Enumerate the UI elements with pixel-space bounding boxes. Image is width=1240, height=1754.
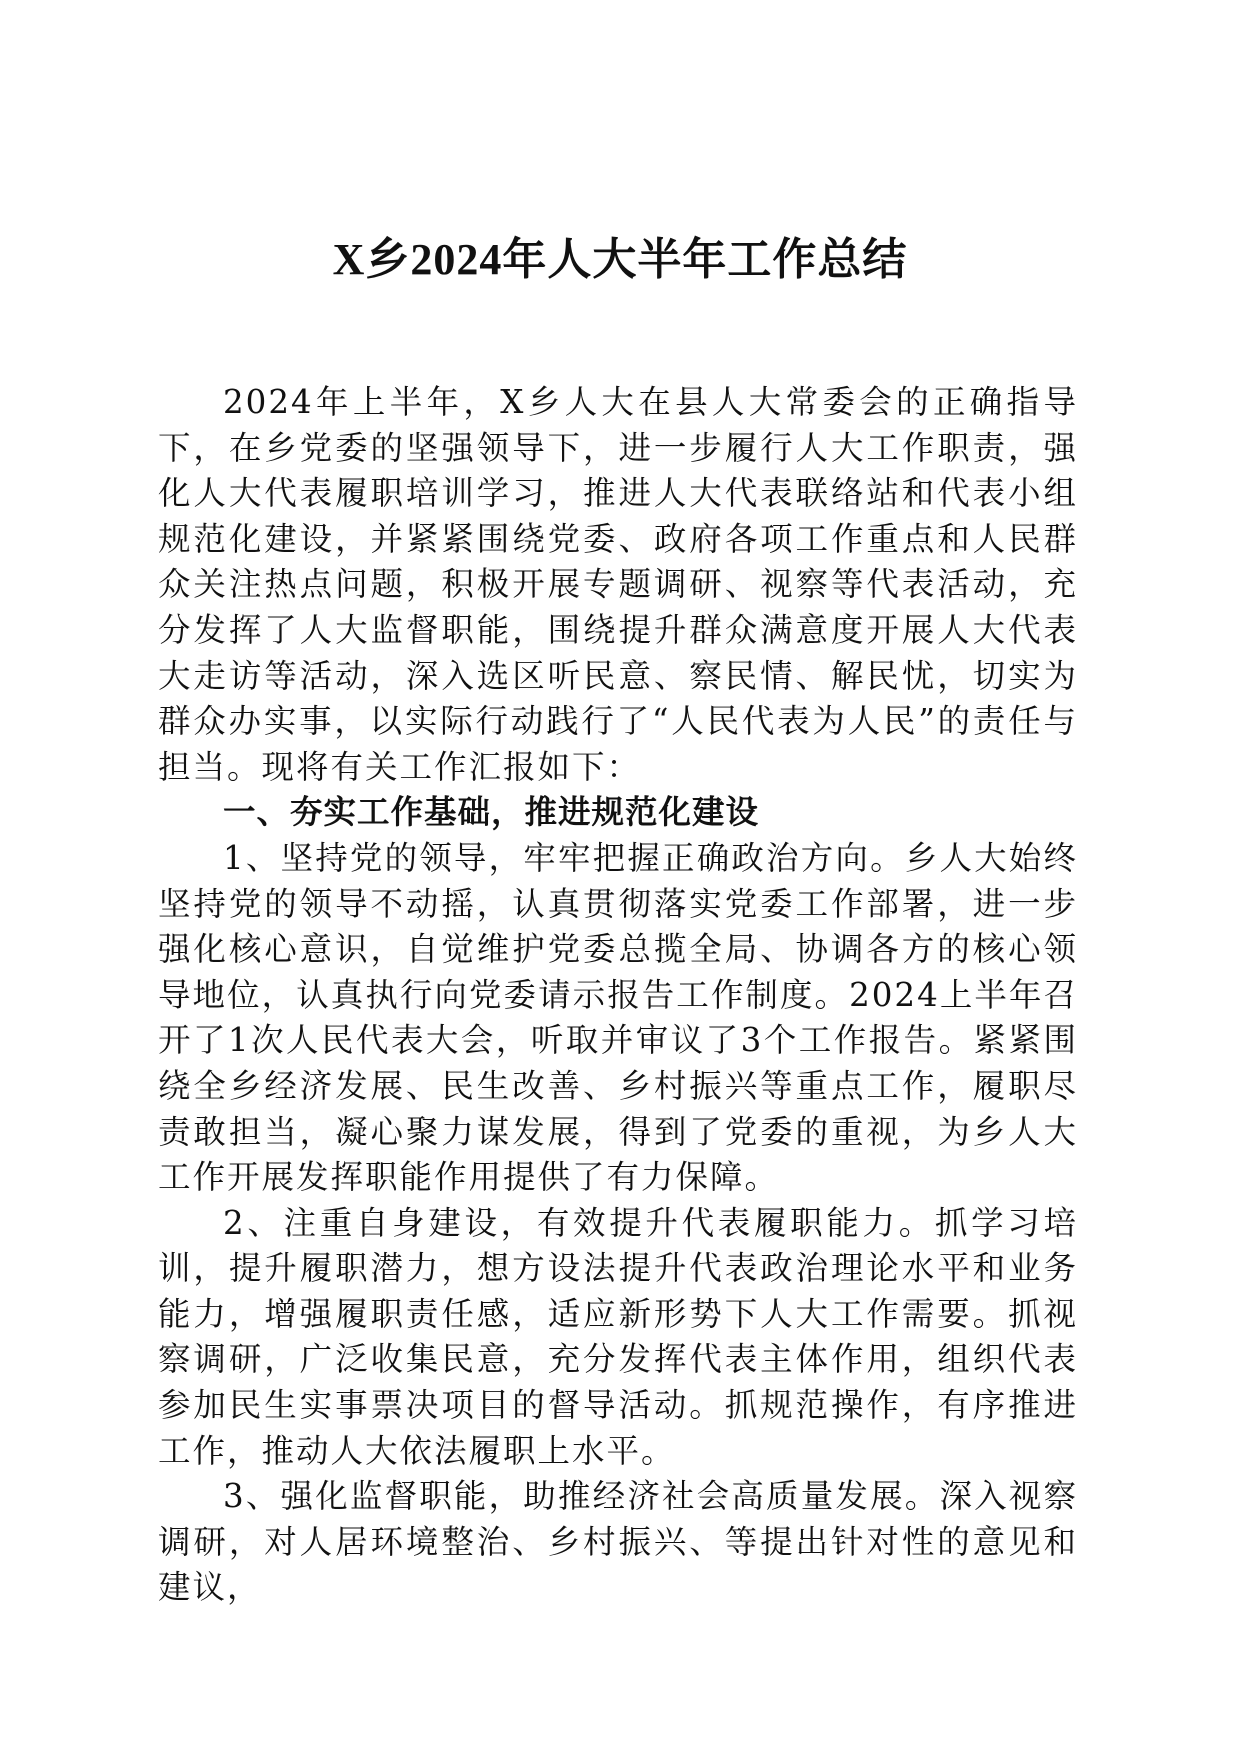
item-1-paragraph: 1、坚持党的领导，牢牢把握正确政治方向。乡人大始终坚持党的领导不动摇，认真贯彻落实党委工作部署，进一步强化核心意识，自觉维护党委总揽全局、协调各方的核心领导地位，认真执行向党委请示报告工作制度。2024上半年召开了1次人民代表大会，听取并审议了3个工作报告。紧紧围绕全乡经济发展、民生改善、乡村振兴等重点工作，履职尽责敢担当，凝心聚力谋发展，得到了党委的重视，为乡人大工作开展发挥职能作用提供了有力保障。 [158,838,1078,1197]
document-body [158,380,1078,1611]
item-3-paragraph: 3、强化监督职能，助推经济社会高质量发展。深入视察调研，对人居环境整治、乡村振兴、等提出针对性的意见和建议， [158,1477,1078,1607]
document-title: X乡2024年人大半年工作总结 [332,235,908,284]
section-heading-1: 一、夯实工作基础，推进规范化建设 [223,793,760,832]
intro-paragraph: 2024年上半年，X乡人大在县人大常委会的正确指导下，在乡党委的坚强领导下，进一步履行人大工作职责，强化人大代表履职培训学习，推进人大代表联络站和代表小组规范化建设，并紧紧围绕党委、政府各项工作重点和人民群众关注热点问题，积极开展专题调研、视察等代表活动，充分发挥了人大监督职能，围绕提升群众满意度开展人大代表大走访等活动，深入选区听民意、察民情、解民忧，切实为群众办实事，以实际行动践行了“人民代表为人民”的责任与担当。现将有关工作汇报如下： [158,383,1078,786]
item-2-paragraph: 2、注重自身建设，有效提升代表履职能力。抓学习培训，提升履职潜力，想方设法提升代表政治理论水平和业务能力，增强履职责任感，适应新形势下人大工作需要。抓视察调研，广泛收集民意，充分发挥代表主体作用，组织代表参加民生实事票决项目的督导活动。抓规范操作，有序推进工作，推动人大依法履职上水平。 [158,1203,1078,1470]
